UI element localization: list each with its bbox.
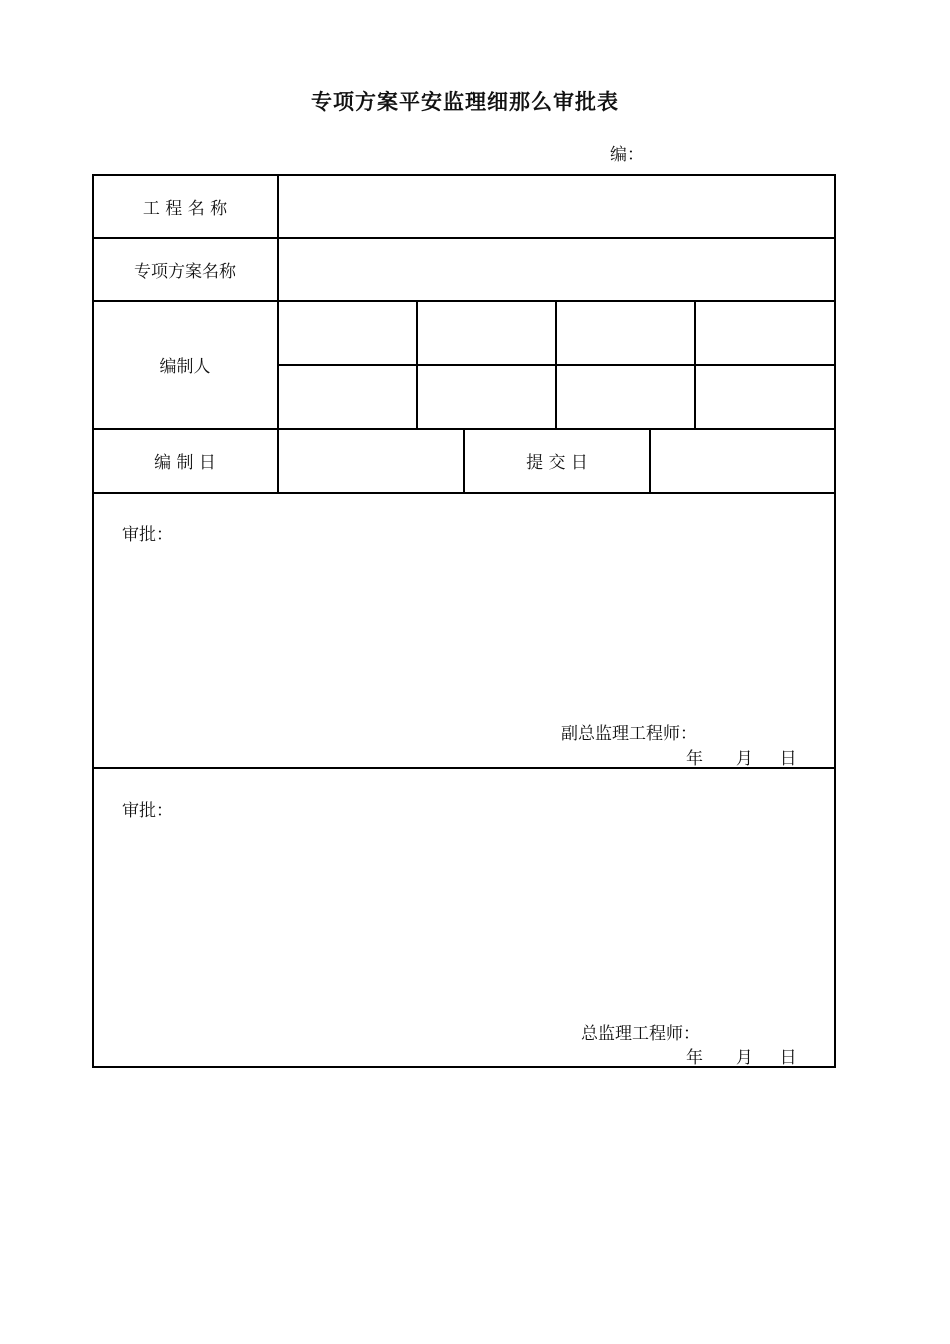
form-title: 专项方案平安监理细那么审批表 (311, 90, 619, 114)
submit-date-label: 提 交 日 (526, 453, 588, 473)
compile-date-label: 编 制 日 (154, 453, 216, 473)
author-cell[interactable] (557, 301, 694, 364)
author-cell[interactable] (696, 366, 834, 428)
chief-approval-label: 审批： (122, 801, 173, 821)
year-label: 年 (686, 749, 703, 769)
month-label: 月 (735, 1048, 753, 1068)
month-label: 月 (735, 749, 753, 769)
plan-name-field[interactable] (279, 238, 834, 300)
plan-name-label: 专项方案名称 (134, 261, 236, 282)
chief-approval-comments[interactable] (120, 824, 810, 1004)
deputy-approval-label: 审批： (122, 525, 173, 545)
author-cell[interactable] (557, 366, 694, 428)
deputy-signer-label: 副总监理工程师： (561, 724, 697, 744)
day-label: 日 (779, 1048, 797, 1068)
year-label: 年 (686, 1048, 703, 1068)
serial-number-label: 编： (610, 145, 644, 165)
chief-signer-label: 总监理工程师： (581, 1024, 700, 1044)
compile-date-field[interactable] (279, 429, 463, 492)
author-label: 编制人 (159, 357, 211, 377)
author-cell[interactable] (696, 301, 834, 364)
author-cell[interactable] (418, 301, 555, 364)
submit-date-field[interactable] (651, 429, 834, 492)
author-cell[interactable] (279, 301, 416, 364)
author-cell[interactable] (279, 366, 416, 428)
deputy-approval-date (686, 744, 797, 769)
author-cell[interactable] (418, 366, 555, 428)
project-name-label: 工 程 名 称 (142, 198, 228, 219)
chief-approval-date (686, 1043, 797, 1068)
project-name-field[interactable] (279, 175, 834, 237)
deputy-approval-comments[interactable] (120, 548, 810, 708)
day-label: 日 (779, 749, 797, 769)
